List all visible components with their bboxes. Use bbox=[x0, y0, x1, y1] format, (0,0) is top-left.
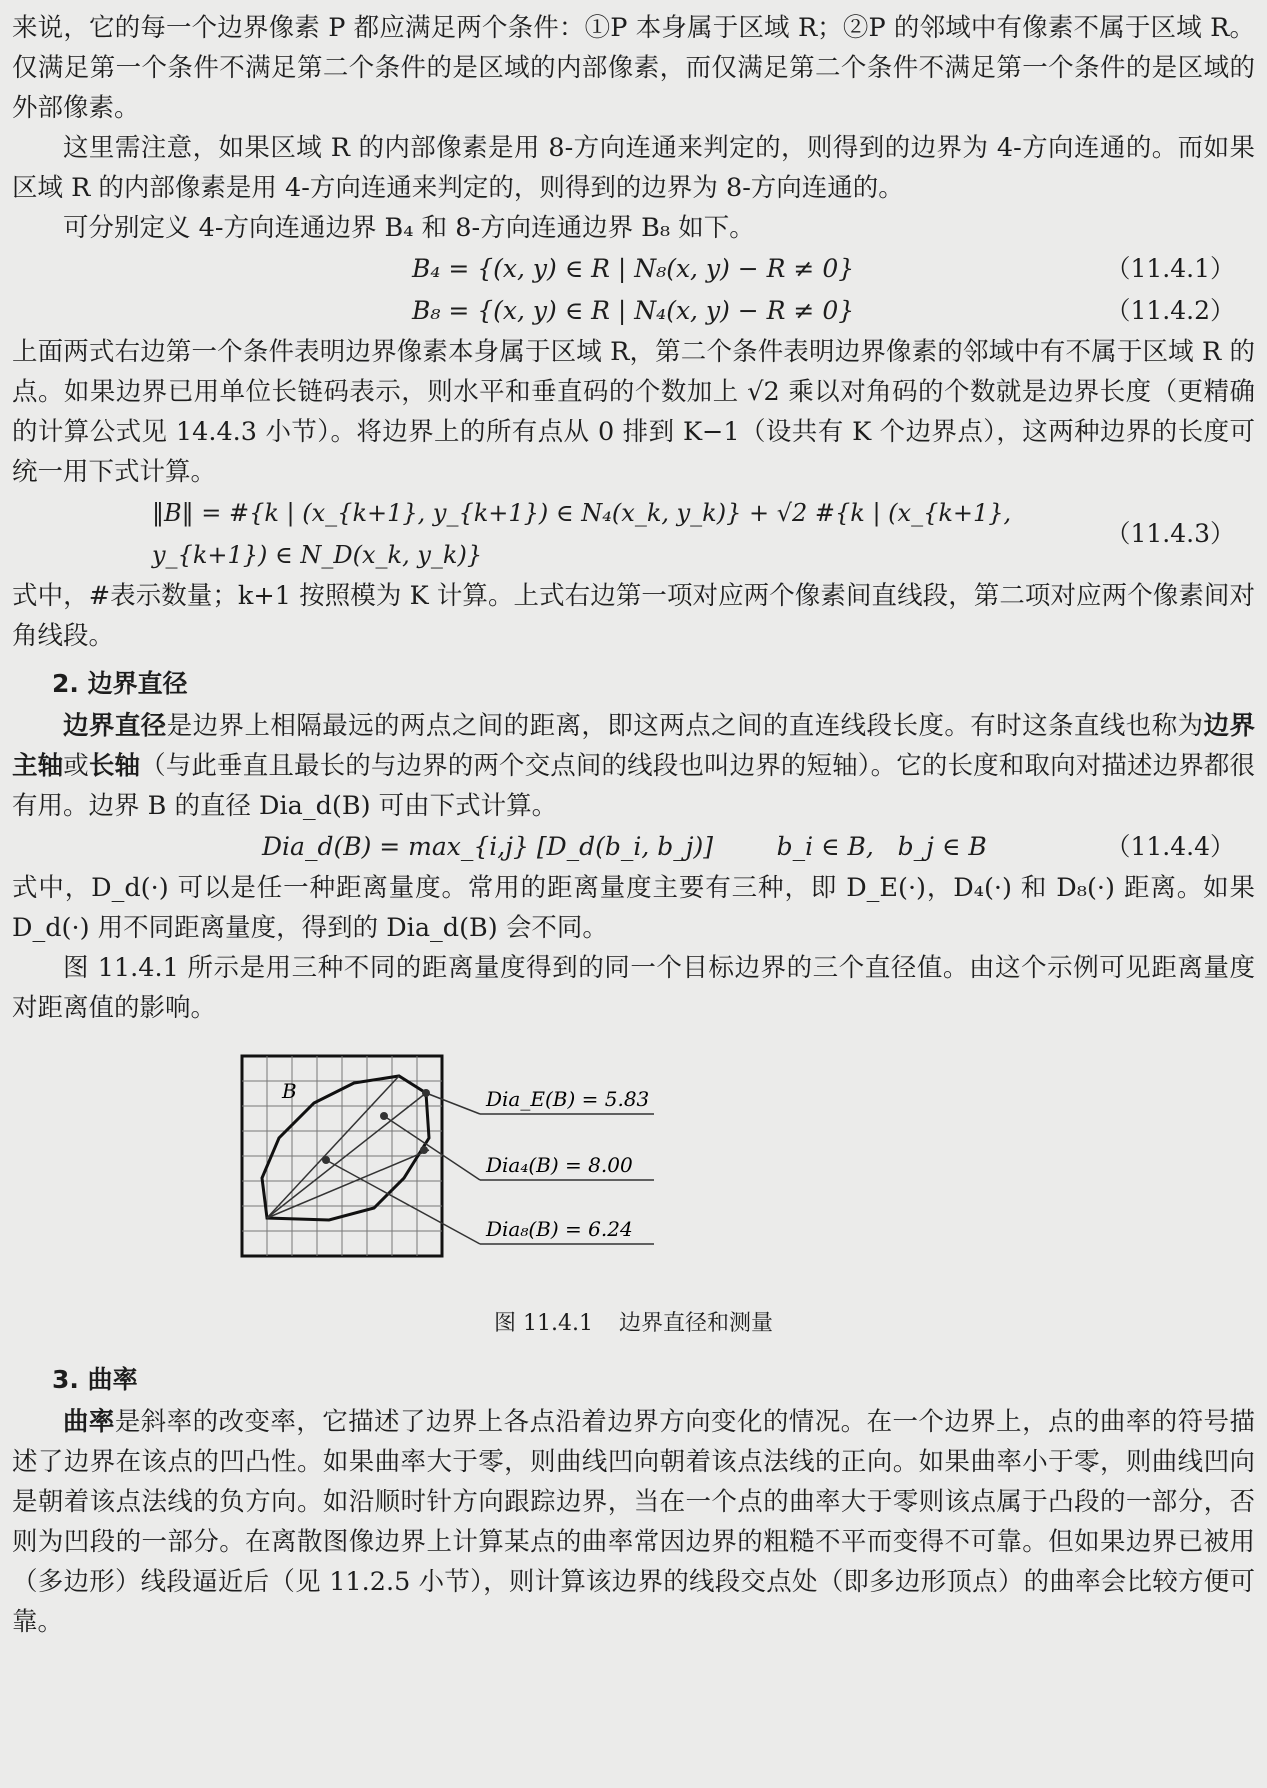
paragraph-7: 式中，D_d(·) 可以是任一种距离量度。常用的距离量度主要有三种，即 D_E(·)，D₄(·) 和 D₈(·) 距离。如果 D_d(·) 用不同距离量度，得到的 Dia_d(B) 会不同。 bbox=[12, 873, 1255, 943]
figure-11-4-1 bbox=[234, 1048, 1034, 1342]
paragraph-3: 可分别定义 4-方向连通边界 B₄ 和 8-方向连通边界 B₈ 如下。 bbox=[63, 213, 755, 243]
paragraph-1: 来说，它的每一个边界像素 P 都应满足两个条件：①P 本身属于区域 R；②P 的邻域中有像素不属于区域 R。仅满足第一个条件不满足第二个条件的是区域的内部像素，而仅满足第二个条件不满足第一个条件的是区域的外部像素。 bbox=[12, 13, 1255, 123]
paragraph-8: 图 11.4.1 所示是用三种不同的距离量度得到的同一个目标边界的三个直径值。由这个示例可见距离量度对距离值的影响。 bbox=[12, 953, 1255, 1023]
equation-number: （11.4.4） bbox=[1105, 832, 1235, 861]
text-fragment: 是斜率的改变率，它描述了边界上各点沿着边界方向变化的情况。在一个边界上，点的曲率的符号描述了边界在该点的凹凸性。如果曲率大于零，则曲线凹向朝着该点法线的正向。如果曲率小于零，则曲线凹向是朝着该点法线的负方向。如沿顺时针方向跟踪边界，当在一个点的曲率大于零则该点属于凸段的一部分，否则为凹段的一部分。在离散图像边界上计算某点的曲率常因边界的粗糙不平而变得不可靠。但如果边界已被用（多边形）线段逼近后（见 11.2.5 小节），则计算该边界的线段交点处（即多边形顶点）的曲率会比较方便可靠。 bbox=[12, 1407, 1255, 1637]
equation-11-4-2 bbox=[12, 290, 1255, 332]
equation-number: （11.4.2） bbox=[1105, 296, 1235, 325]
label-dia-4: Dia₄(B) = 8.00 bbox=[485, 1153, 633, 1177]
paragraph-5: 式中，#表示数量；k+1 按照模为 K 计算。上式右边第一项对应两个像素间直线段，第二项对应两个像素间对角线段。 bbox=[12, 581, 1255, 651]
paragraph-6 bbox=[12, 706, 1255, 826]
figure-caption bbox=[234, 1306, 1034, 1342]
equation-text: B₄ = {(x, y) ∈ R | N₈(x, y) − R ≠ 0} bbox=[412, 254, 855, 283]
point bbox=[420, 1146, 428, 1154]
term-boundary-diameter: 边界直径 bbox=[63, 711, 167, 741]
text-fragment: 或 bbox=[63, 751, 89, 781]
equation-text: B₈ = {(x, y) ∈ R | N₄(x, y) − R ≠ 0} bbox=[412, 296, 855, 325]
label-dia-8: Dia₈(B) = 6.24 bbox=[485, 1217, 633, 1241]
equation-text: ‖B‖ = #{k | (x_{k+1}, y_{k+1}) ∈ N₄(x_k, y_k)} + √2 #{k | (x_{k+1}, y_{k+1}) ∈ N_D(x_k, y_k)} bbox=[152, 499, 1012, 569]
text-fragment: （与此垂直且最长的与边界的两个交点间的线段也叫边界的短轴）。它的长度和取向对描述边界都很有用。边界 B 的直径 Dia_d(B) 可由下式计算。 bbox=[12, 751, 1255, 821]
term-curvature: 曲率 bbox=[63, 1407, 115, 1437]
equation-11-4-4 bbox=[12, 826, 1255, 868]
caption-text: 边界直径和测量 bbox=[618, 1311, 773, 1336]
section-heading-diameter: 2. 边界直径 bbox=[52, 669, 188, 698]
paragraph-2: 这里需注意，如果区域 R 的内部像素是用 8-方向连通来判定的，则得到的边界为 4-方向连通的。而如果区域 R 的内部像素是用 4-方向连通来判定的，则得到的边界为 8-方向连通的。 bbox=[12, 133, 1255, 203]
caption-number: 图 11.4.1 bbox=[494, 1311, 593, 1336]
section-heading-curvature: 3. 曲率 bbox=[52, 1365, 138, 1394]
label-dia-euclidean: Dia_E(B) = 5.83 bbox=[485, 1087, 649, 1111]
equation-11-4-3 bbox=[12, 492, 1255, 576]
equation-text: Dia_d(B) = max_{i,j} [D_d(b_i, b_j)] b_i ∈ B, b_j ∈ B bbox=[262, 832, 987, 861]
region-label: B bbox=[281, 1079, 297, 1103]
boundary-diameter-diagram bbox=[234, 1048, 1034, 1298]
equation-number: （11.4.1） bbox=[1105, 254, 1235, 283]
term-long-axis: 长轴 bbox=[88, 751, 141, 781]
paragraph-4: 上面两式右边第一个条件表明边界像素本身属于区域 R，第二个条件表明边界像素的邻域中有不属于区域 R 的点。如果边界已用单位长链码表示，则水平和垂直码的个数加上 √2 乘以对角码的个数就是边界长度（更精确的计算公式见 14.4.3 小节）。将边界上的所有点从 0 排到 K−1（设共有 K 个边界点），这两种边界的长度可统一用下式计算。 bbox=[12, 337, 1255, 487]
term-major-axis: 边界主轴 bbox=[12, 711, 1255, 781]
paragraph-9 bbox=[12, 1402, 1255, 1642]
equation-11-4-1 bbox=[12, 248, 1255, 290]
equation-number: （11.4.3） bbox=[1105, 519, 1235, 548]
text-fragment: 是边界上相隔最远的两点之间的距离，即这两点之间的直连线段长度。有时这条直线也称为 bbox=[166, 711, 1204, 741]
